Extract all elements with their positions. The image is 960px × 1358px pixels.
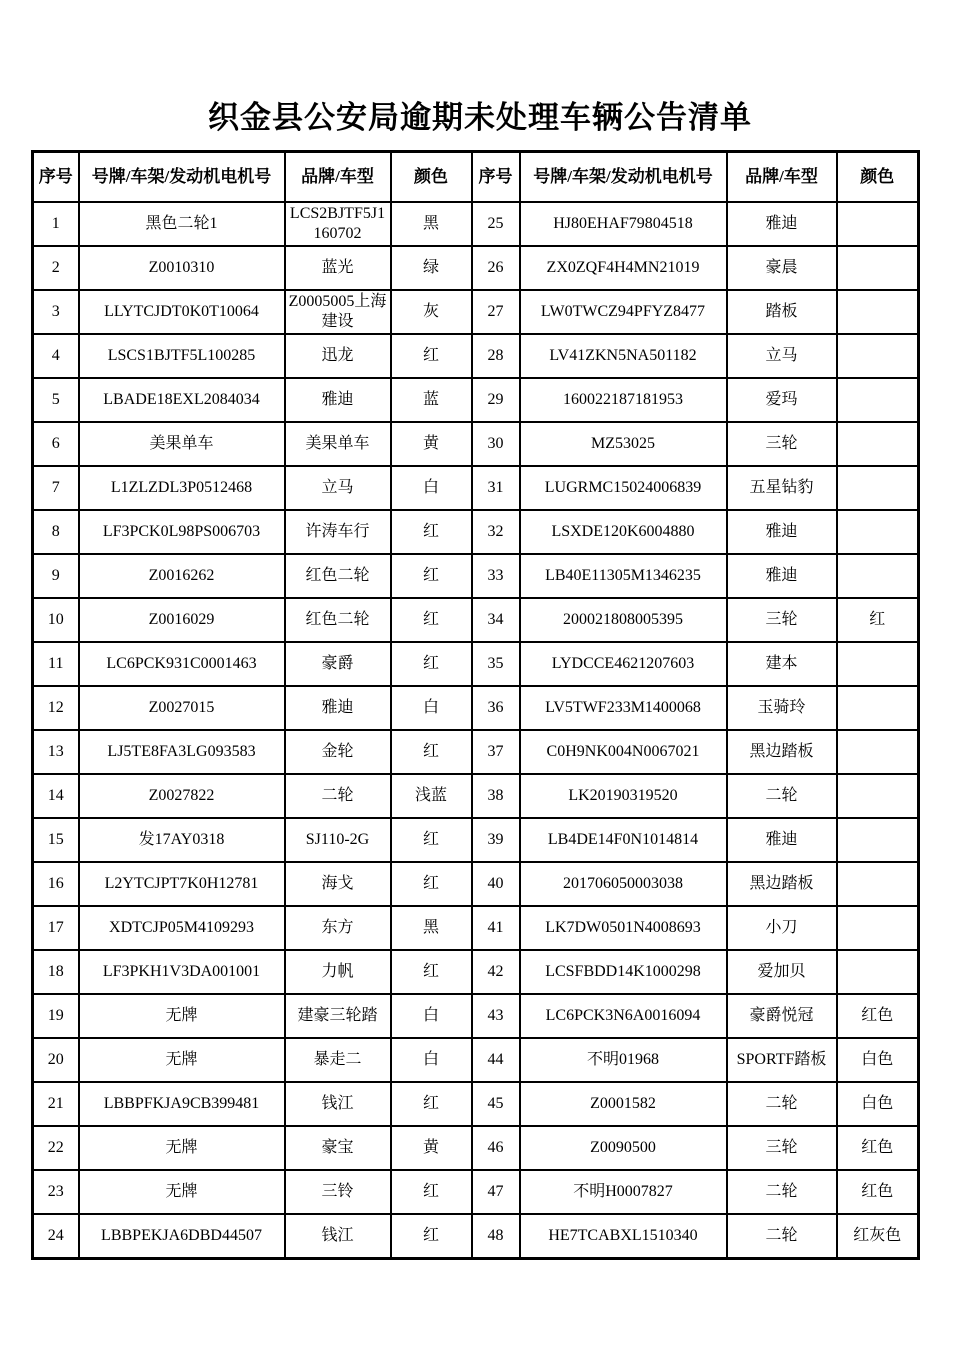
cell: 4 [33,334,79,378]
cell: 钱江 [285,1082,391,1126]
cell [837,466,919,510]
column-header: 序号 [33,152,79,203]
cell: 建豪三轮踏 [285,994,391,1038]
cell: 41 [472,906,520,950]
cell: 35 [472,642,520,686]
cell: 红 [391,818,472,862]
cell: 42 [472,950,520,994]
cell [837,290,919,334]
cell: 201706050003038 [520,862,727,906]
cell: 5 [33,378,79,422]
cell: 17 [33,906,79,950]
cell [837,686,919,730]
cell: 爱加贝 [727,950,837,994]
table-row [33,1214,919,1259]
cell: 25 [472,202,520,246]
cell: 红 [391,642,472,686]
table-row [33,862,919,906]
cell: LB4DE14F0N1014814 [520,818,727,862]
cell: LBBPFKJA9CB399481 [79,1082,285,1126]
cell: LJ5TE8FA3LG093583 [79,730,285,774]
column-header: 颜色 [391,152,472,203]
table-row [33,686,919,730]
table-row [33,378,919,422]
cell: L2YTCJPT7K0H12781 [79,862,285,906]
cell: 白 [391,1038,472,1082]
cell: 建本 [727,642,837,686]
cell: 32 [472,510,520,554]
cell: LBBPEKJA6DBD44507 [79,1214,285,1259]
cell: 19 [33,994,79,1038]
cell [837,554,919,598]
cell: LCS2BJTF5J1160702 [285,202,391,246]
cell: 44 [472,1038,520,1082]
cell: 红 [391,598,472,642]
cell: 二轮 [285,774,391,818]
cell: 蓝光 [285,246,391,290]
cell [837,774,919,818]
cell: Z0016029 [79,598,285,642]
table-row [33,466,919,510]
column-header: 号牌/车架/发动机电机号 [520,152,727,203]
cell: 无牌 [79,1126,285,1170]
cell [837,906,919,950]
column-header: 品牌/车型 [285,152,391,203]
cell: 美果单车 [79,422,285,466]
vehicle-table [31,150,920,1260]
cell: 红 [391,510,472,554]
cell: 40 [472,862,520,906]
cell: 红 [837,598,919,642]
cell [837,378,919,422]
cell: 10 [33,598,79,642]
cell: 18 [33,950,79,994]
cell: 6 [33,422,79,466]
cell: Z0090500 [520,1126,727,1170]
cell: 豪爵 [285,642,391,686]
cell: 白色 [837,1038,919,1082]
cell: 踏板 [727,290,837,334]
cell: 浅蓝 [391,774,472,818]
cell: 33 [472,554,520,598]
cell: 三轮 [727,422,837,466]
cell: 雅迪 [727,818,837,862]
cell: 黑色二轮1 [79,202,285,246]
cell: 金轮 [285,730,391,774]
cell: 2 [33,246,79,290]
table-row [33,730,919,774]
cell: 7 [33,466,79,510]
cell: 发17AY0318 [79,818,285,862]
cell: LLYTCJDT0K0T10064 [79,290,285,334]
cell: 47 [472,1170,520,1214]
table-row [33,246,919,290]
cell: SJ110-2G [285,818,391,862]
cell: 34 [472,598,520,642]
cell: HJ80EHAF79804518 [520,202,727,246]
cell: 豪晨 [727,246,837,290]
cell: 29 [472,378,520,422]
cell: 白色 [837,1082,919,1126]
cell [837,334,919,378]
cell: 无牌 [79,1170,285,1214]
cell: Z0027015 [79,686,285,730]
cell: 不明01968 [520,1038,727,1082]
cell: 红 [391,1214,472,1259]
cell: 160022187181953 [520,378,727,422]
cell: 11 [33,642,79,686]
table-row [33,334,919,378]
column-header: 品牌/车型 [727,152,837,203]
cell: 豪爵悦冠 [727,994,837,1038]
cell: LW0TWCZ94PFYZ8477 [520,290,727,334]
cell: 46 [472,1126,520,1170]
cell: 红 [391,1082,472,1126]
cell: 黄 [391,422,472,466]
table-row [33,642,919,686]
cell: 黑 [391,906,472,950]
column-header: 号牌/车架/发动机电机号 [79,152,285,203]
cell: 雅迪 [727,202,837,246]
cell: 红 [391,334,472,378]
cell: 黄 [391,1126,472,1170]
cell: 立马 [285,466,391,510]
cell: 30 [472,422,520,466]
cell: 爱玛 [727,378,837,422]
cell: 28 [472,334,520,378]
cell: 39 [472,818,520,862]
table-header-row [33,152,919,203]
page-title: 织金县公安局逾期未处理车辆公告清单 [208,100,752,135]
column-header: 颜色 [837,152,919,203]
cell: 37 [472,730,520,774]
cell [837,246,919,290]
cell [837,730,919,774]
cell [837,818,919,862]
cell: 雅迪 [285,686,391,730]
cell: 36 [472,686,520,730]
cell: 24 [33,1214,79,1259]
cell: LC6PCK931C0001463 [79,642,285,686]
cell: LYDCCE4621207603 [520,642,727,686]
cell: LF3PCK0L98PS006703 [79,510,285,554]
cell: 美果单车 [285,422,391,466]
cell: Z0001582 [520,1082,727,1126]
table-row [33,818,919,862]
cell: 27 [472,290,520,334]
cell: LSCS1BJTF5L100285 [79,334,285,378]
cell: ZX0ZQF4H4MN21019 [520,246,727,290]
cell [837,862,919,906]
cell: 红色二轮 [285,554,391,598]
cell: LSXDE120K6004880 [520,510,727,554]
cell: 东方 [285,906,391,950]
table-row [33,554,919,598]
cell: LV5TWF233M1400068 [520,686,727,730]
cell: 无牌 [79,1038,285,1082]
cell: 三铃 [285,1170,391,1214]
cell: 红色 [837,994,919,1038]
cell: 红色 [837,1170,919,1214]
cell: 红 [391,730,472,774]
cell: 黑 [391,202,472,246]
cell: 绿 [391,246,472,290]
cell: 红色二轮 [285,598,391,642]
cell: LB40E11305M1346235 [520,554,727,598]
cell: 26 [472,246,520,290]
cell: Z0016262 [79,554,285,598]
cell: LC6PCK3N6A0016094 [520,994,727,1038]
cell: 15 [33,818,79,862]
table-row [33,422,919,466]
cell: 红色 [837,1126,919,1170]
cell: 200021808005395 [520,598,727,642]
table-row [33,906,919,950]
cell: 14 [33,774,79,818]
cell: 三轮 [727,598,837,642]
cell: 小刀 [727,906,837,950]
cell: 白 [391,994,472,1038]
cell [837,642,919,686]
cell: 海戈 [285,862,391,906]
cell: 暴走二 [285,1038,391,1082]
cell: 许涛车行 [285,510,391,554]
cell: MZ53025 [520,422,727,466]
table-body [33,202,919,1259]
cell: C0H9NK004N0067021 [520,730,727,774]
cell: 21 [33,1082,79,1126]
cell: 不明H0007827 [520,1170,727,1214]
table-row [33,1126,919,1170]
cell: Z0010310 [79,246,285,290]
cell: 16 [33,862,79,906]
cell: LK7DW0501N4008693 [520,906,727,950]
cell: 二轮 [727,774,837,818]
cell: 三轮 [727,1126,837,1170]
cell: LF3PKH1V3DA001001 [79,950,285,994]
cell: 31 [472,466,520,510]
cell: 五星钻豹 [727,466,837,510]
cell: 23 [33,1170,79,1214]
table-row [33,994,919,1038]
cell [837,422,919,466]
cell: 12 [33,686,79,730]
cell: Z0027822 [79,774,285,818]
cell: 黑边踏板 [727,730,837,774]
cell: LBADE18EXL2084034 [79,378,285,422]
table-row [33,1038,919,1082]
cell: 二轮 [727,1214,837,1259]
cell: 钱江 [285,1214,391,1259]
cell: HE7TCABXL1510340 [520,1214,727,1259]
cell: 22 [33,1126,79,1170]
cell [837,202,919,246]
cell: 红 [391,1170,472,1214]
cell: 白 [391,686,472,730]
cell [837,510,919,554]
cell: 13 [33,730,79,774]
cell: 迅龙 [285,334,391,378]
cell: 38 [472,774,520,818]
cell: LUGRMC15024006839 [520,466,727,510]
cell: SPORTF踏板 [727,1038,837,1082]
cell: 43 [472,994,520,1038]
cell: 红 [391,554,472,598]
cell: 雅迪 [727,510,837,554]
cell: 1 [33,202,79,246]
cell: 黑边踏板 [727,862,837,906]
cell: 白 [391,466,472,510]
table-row [33,774,919,818]
cell: 20 [33,1038,79,1082]
column-header: 序号 [472,152,520,203]
cell [837,950,919,994]
cell: 二轮 [727,1170,837,1214]
cell: 玉骑玲 [727,686,837,730]
cell: LV41ZKN5NA501182 [520,334,727,378]
table-row [33,290,919,334]
cell: 3 [33,290,79,334]
cell: Z0005005上海建设 [285,290,391,334]
cell: 蓝 [391,378,472,422]
cell: LK20190319520 [520,774,727,818]
cell: 45 [472,1082,520,1126]
cell: 红灰色 [837,1214,919,1259]
cell: 二轮 [727,1082,837,1126]
cell: L1ZLZDL3P0512468 [79,466,285,510]
cell: 9 [33,554,79,598]
cell: 雅迪 [727,554,837,598]
cell: XDTCJP05M4109293 [79,906,285,950]
cell: 48 [472,1214,520,1259]
cell: 红 [391,862,472,906]
cell: 力帆 [285,950,391,994]
cell: 8 [33,510,79,554]
cell: 雅迪 [285,378,391,422]
table-row [33,510,919,554]
cell: LCSFBDD14K1000298 [520,950,727,994]
cell: 立马 [727,334,837,378]
cell: 豪宝 [285,1126,391,1170]
table-row [33,950,919,994]
table-row [33,598,919,642]
table-row [33,1170,919,1214]
cell: 红 [391,950,472,994]
cell: 无牌 [79,994,285,1038]
cell: 灰 [391,290,472,334]
table-row [33,202,919,246]
table-row [33,1082,919,1126]
